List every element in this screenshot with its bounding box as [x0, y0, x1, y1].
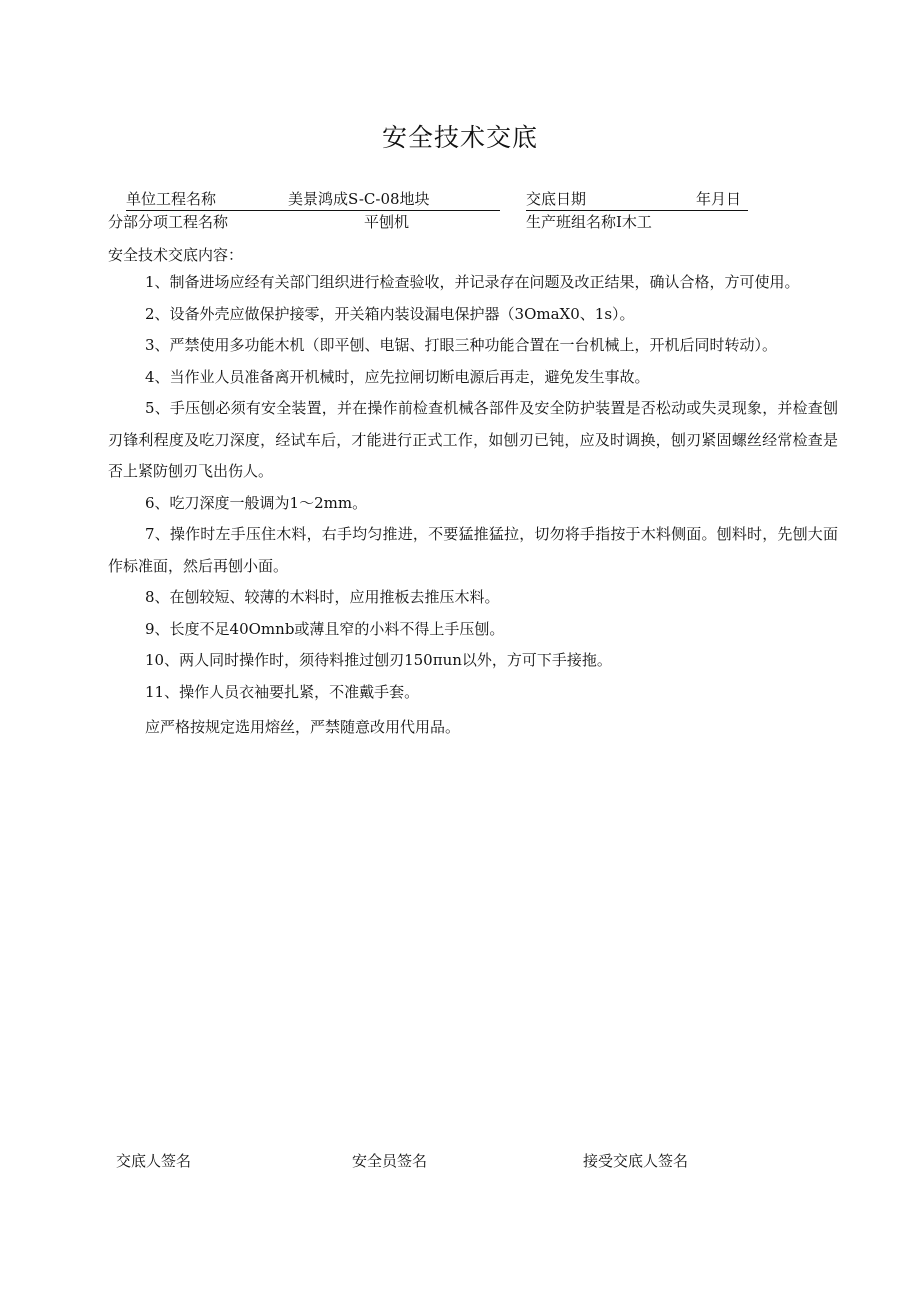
item-2: 2、设备外壳应做保护接零，开关箱内装设漏电保护器（3OmaX0、1s）。: [145, 304, 635, 323]
production-team-label: 生产班组名称I木工: [526, 213, 652, 231]
unit-project-label: 单位工程名称: [126, 188, 250, 211]
item-8: 8、在刨较短、较薄的木料时，应用推板去推压木料。: [145, 588, 500, 606]
document-title: 安全技术交底: [381, 123, 538, 152]
item-6: 6、吃刀深度一般调为1～2mm。: [145, 493, 368, 512]
item-11: 11、操作人员衣袖要扎紧，不准戴手套。: [145, 682, 420, 701]
handover-date-value: 年月日: [696, 188, 748, 211]
presenter-signature-label: 交底人签名: [116, 1152, 192, 1170]
subitem-project-value: 平刨机: [364, 213, 410, 231]
item-1: 1、制备进场应经有关部门组织进行检查验收，并记录存在问题及改正结果，确认合格，方可使用。: [145, 273, 800, 291]
subitem-project-label: 分部分项工程名称: [108, 213, 229, 231]
receiver-signature-label: 接受交底人签名: [583, 1152, 689, 1170]
content-body: [108, 267, 838, 744]
item-3: 3、严禁使用多功能木机（即平刨、电锯、打眼三种功能合置在一台机械上，开机后同时转动）。: [145, 336, 778, 354]
safety-officer-signature-label: 安全员签名: [352, 1152, 428, 1170]
item-4: 4、当作业人员准备离开机械时，应先拉闸切断电源后再走，避免发生事故。: [145, 367, 650, 386]
fuse-note: 应严格按规定选用熔丝，严禁随意改用代用品。: [145, 718, 461, 736]
handover-date-label: 交底日期: [526, 188, 696, 211]
content-label: 安全技术交底内容：: [108, 246, 244, 264]
item-9: 9、长度不足40Omnb或薄且窄的小料不得上手压刨。: [145, 619, 505, 638]
item-5: 5、手压刨必须有安全装置，并在操作前检查机械各部件及安全防护装置是否松动或失灵现象，并检查刨刃锋利程度及吃刀深度，经试车后，才能进行正式工作，如刨刃已钝，应及时调换，刨刃紧固螺丝经常检查是否上紧防刨刃飞出伤人。: [108, 399, 838, 480]
item-7: 7、操作时左手压住木料，右手均匀推进，不要猛推猛拉，切勿将手指按于木料侧面。刨料时，先刨大面作标准面，然后再刨小面。: [108, 525, 838, 575]
unit-project-value: 美景鸿成S-C-08地块: [250, 188, 500, 211]
item-10: 10、两人同时操作时，须待料推过刨刃150πun以外，方可下手接拖。: [145, 651, 612, 669]
